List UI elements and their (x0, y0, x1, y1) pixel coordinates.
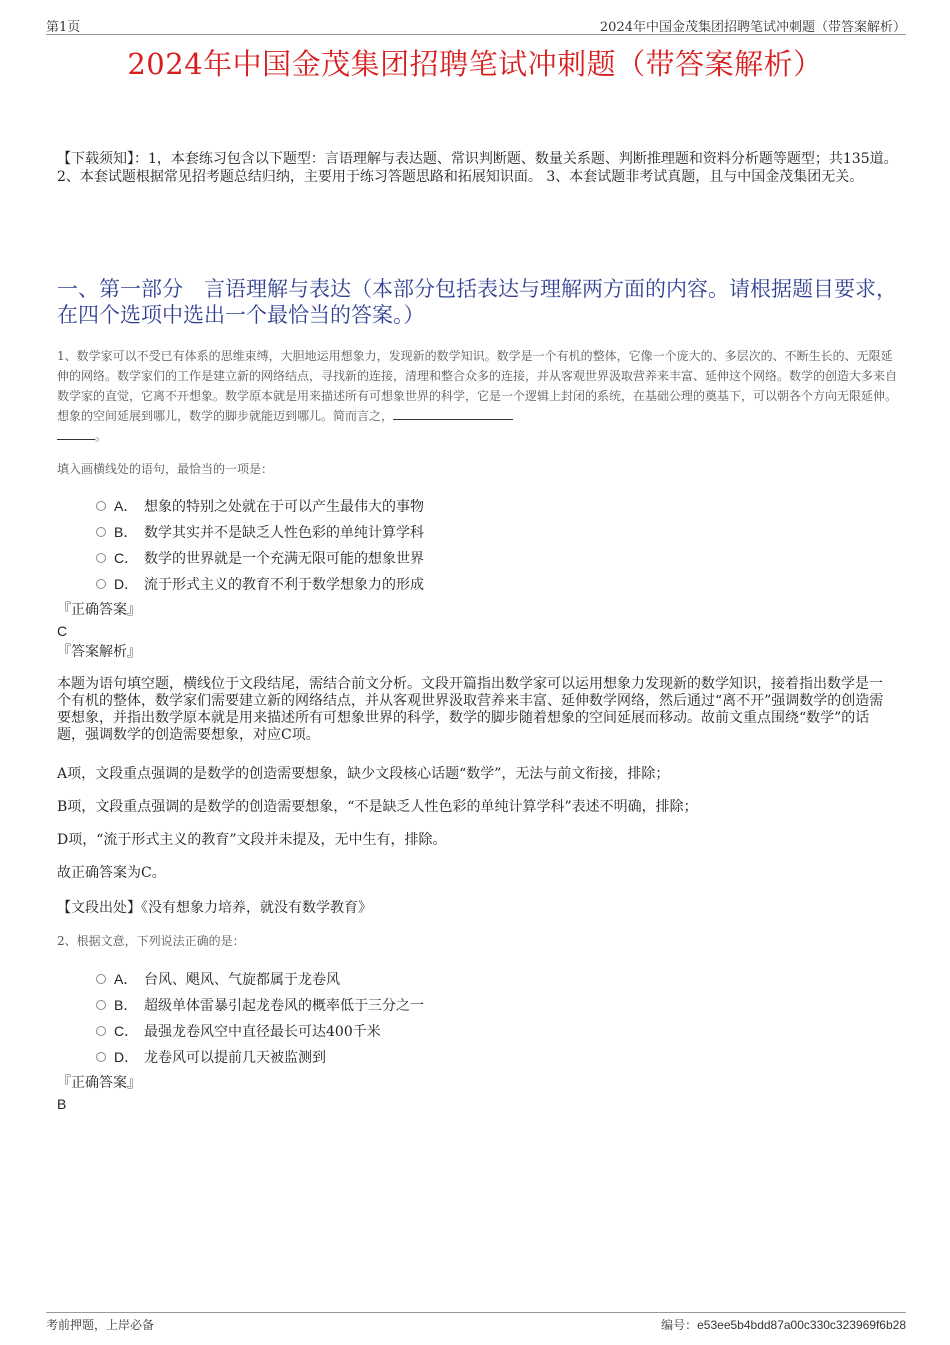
question-2-answer (57, 1073, 141, 1115)
option-d[interactable]: D． 流于形式主义的教育不利于数学想象力的形成 (96, 571, 424, 597)
question-1-options (96, 493, 424, 597)
section-title: 一、第一部分 言语理解与表达（本部分包括表达与理解两方面的内容。请根据题目要求，在四个选项中选出一个最恰当的答案。） (57, 277, 897, 327)
radio-icon[interactable] (96, 553, 106, 563)
option-b[interactable]: B． 数学其实并不是缺乏人性色彩的单纯计算学科 (96, 519, 424, 545)
answer-value: C (57, 623, 68, 639)
answer-value: B (57, 1096, 67, 1112)
document-code: 编号：e53ee5b4bdd87a00c330c323969f6b28 (661, 1318, 906, 1332)
analysis-option-d: D项，“流于形式主义的教育”文段并未提及，无中生有，排除。 (57, 832, 447, 848)
option-c[interactable]: C． 数学的世界就是一个充满无限可能的想象世界 (96, 545, 424, 571)
question-1-answer (57, 600, 141, 663)
question-1-prompt: 填入画横线处的语句，最恰当的一项是： (57, 462, 274, 476)
option-a[interactable]: A． 想象的特别之处就在于可以产生最伟大的事物 (96, 493, 424, 519)
option-d[interactable]: D． 龙卷风可以提前几天被监测到 (96, 1044, 424, 1070)
option-c[interactable]: C． 最强龙卷风空中直径最长可达400千米 (96, 1018, 424, 1044)
radio-icon[interactable] (96, 527, 106, 537)
answer-heading: 『正确答案』 (57, 1075, 141, 1091)
fill-blank (393, 407, 513, 420)
radio-icon[interactable] (96, 501, 106, 511)
page-title: 2024年中国金茂集团招聘笔试冲刺题（带答案解析） (127, 47, 823, 81)
radio-icon[interactable] (96, 579, 106, 589)
radio-icon[interactable] (96, 1000, 106, 1010)
question-2-options (96, 966, 424, 1070)
header-doc-title: 2024年中国金茂集团招聘笔试冲刺题（带答案解析） (599, 20, 906, 35)
download-notice: 【下载须知】：1，本套练习包含以下题型：言语理解与表达题、常识判断题、数量关系题、判断推理题和资料分析题等题型；共135道。 2、本套试题根据常见招考题总结归纳，主要用于练习答题思路和拓展知识面。 3、本套试题非考试真题，且与中国金茂集团无关。 (57, 151, 898, 185)
page-header (46, 14, 906, 35)
option-a[interactable]: A． 台风、飓风、气旋都属于龙卷风 (96, 966, 424, 992)
answer-heading: 『正确答案』 (57, 602, 141, 618)
fill-blank-cont (57, 427, 95, 440)
question-1-stem: 1、数学家可以不受已有体系的思维束缚，大胆地运用想象力，发现新的数学知识。数学是一个有机的整体，它像一个庞大的、多层次的、不断生长的、无限延伸的网络。数学家们的工作是建立新的网络结点，寻找新的连接，清理和整合众多的连接，并从客观世界汲取营养来丰富、延伸这个网络。数学的创造大多来自数学家的直觉，它离不开想象。数学原本就是用来描述所有可想象世界的科学，它是一个逻辑上封闭的系统，在基础公理的奠基下，可以朝各个方向无限延伸。想象的空间延展到哪儿，数学的脚步就能迈到哪儿。简而言之， 。 (57, 349, 898, 443)
radio-icon[interactable] (96, 1052, 106, 1062)
radio-icon[interactable] (96, 974, 106, 984)
analysis-option-a: A项，文段重点强调的是数学的创造需要想象，缺少文段核心话题“数学”，无法与前文衔接，排除； (57, 766, 670, 782)
radio-icon[interactable] (96, 1026, 106, 1036)
option-b[interactable]: B． 超级单体雷暴引起龙卷风的概率低于三分之一 (96, 992, 424, 1018)
analysis-option-b: B项，文段重点强调的是数学的创造需要想象，“不是缺乏人性色彩的单纯计算学科”表述不明确，排除； (57, 799, 698, 815)
footer-slogan: 考前押题，上岸必备 (46, 1318, 155, 1332)
page-footer (46, 1312, 906, 1333)
question-2-stem: 2、根据文意，下列说法正确的是： (57, 934, 245, 948)
analysis-heading: 『答案解析』 (57, 644, 141, 660)
analysis-text: 本题为语句填空题，横线位于文段结尾，需结合前文分析。文段开篇指出数学家可以运用想象力发现新的数学知识，接着指出数学是一个有机的整体，数学家们需要建立新的网络结点，并从客观世界汲取营养来丰富、延伸数学网络，然后通过“离不开”强调数学的创造需要想象，并指出数学原本就是用来描述所有可想象世界的科学，数学的脚步随着想象的空间延展而移动。故前文重点围绕“数学”的话题，强调数学的创造需要想象，对应C项。 (57, 676, 884, 743)
analysis-conclusion: 故正确答案为C。 (57, 865, 166, 881)
page-number: 第1页 (46, 20, 81, 35)
passage-source: 【文段出处】《没有想象力培养，就没有数学教育》 (57, 900, 372, 916)
